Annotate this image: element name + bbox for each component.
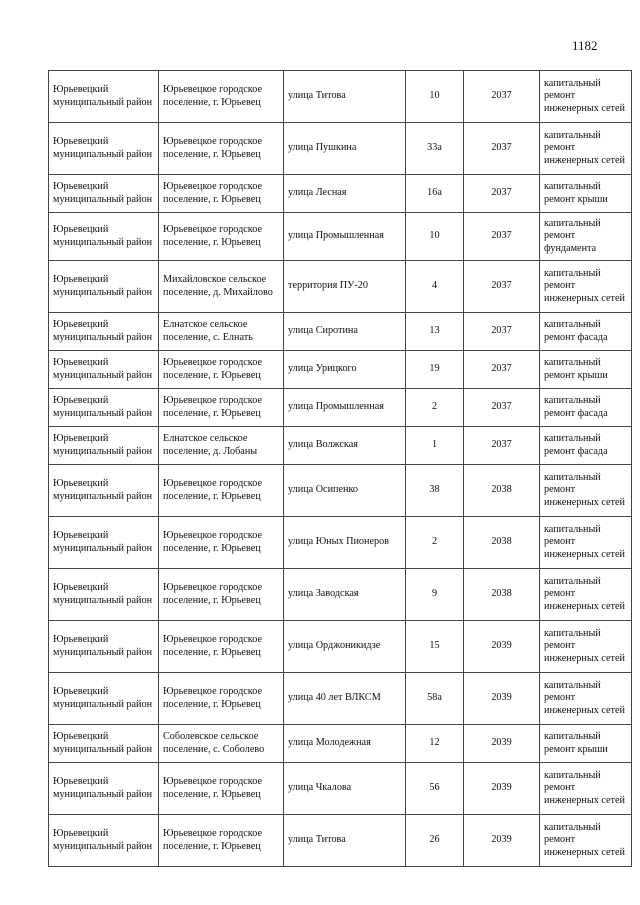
street-cell: улица Промышленная xyxy=(284,389,406,427)
work-type-cell: капитальный ремонт инженерных сетей xyxy=(540,465,632,517)
work-type-cell: капитальный ремонт инженерных сетей xyxy=(540,569,632,621)
building-number-cell: 19 xyxy=(406,351,464,389)
year-cell: 2038 xyxy=(464,465,540,517)
district-cell: Юрьевецкий муниципальный район xyxy=(49,123,159,175)
district-cell: Юрьевецкий муниципальный район xyxy=(49,175,159,213)
work-type-cell: капитальный ремонт инженерных сетей xyxy=(540,621,632,673)
year-cell: 2039 xyxy=(464,725,540,763)
settlement-cell: Юрьевецкое городское поселение, г. Юрьевец xyxy=(159,465,284,517)
table-row xyxy=(49,213,632,261)
street-cell: улица Титова xyxy=(284,71,406,123)
district-cell: Юрьевецкий муниципальный район xyxy=(49,465,159,517)
table-row xyxy=(49,313,632,351)
work-type-cell: капитальный ремонт инженерных сетей xyxy=(540,517,632,569)
year-cell: 2037 xyxy=(464,213,540,261)
year-cell: 2039 xyxy=(464,815,540,867)
district-cell: Юрьевецкий муниципальный район xyxy=(49,569,159,621)
street-cell: улица Сиротина xyxy=(284,313,406,351)
settlement-cell: Юрьевецкое городское поселение, г. Юрьевец xyxy=(159,213,284,261)
building-number-cell: 13 xyxy=(406,313,464,351)
settlement-cell: Юрьевецкое городское поселение, г. Юрьевец xyxy=(159,175,284,213)
work-type-cell: капитальный ремонт фасада xyxy=(540,427,632,465)
table-row xyxy=(49,389,632,427)
street-cell: территория ПУ-20 xyxy=(284,261,406,313)
building-number-cell: 4 xyxy=(406,261,464,313)
table-row xyxy=(49,725,632,763)
work-type-cell: капитальный ремонт инженерных сетей xyxy=(540,673,632,725)
table-row xyxy=(49,351,632,389)
district-cell: Юрьевецкий муниципальный район xyxy=(49,725,159,763)
district-cell: Юрьевецкий муниципальный район xyxy=(49,673,159,725)
street-cell: улица Промышленная xyxy=(284,213,406,261)
street-cell: улица Лесная xyxy=(284,175,406,213)
year-cell: 2038 xyxy=(464,569,540,621)
street-cell: улица Волжская xyxy=(284,427,406,465)
table-row xyxy=(49,517,632,569)
settlement-cell: Юрьевецкое городское поселение, г. Юрьевец xyxy=(159,517,284,569)
work-type-cell: капитальный ремонт инженерных сетей xyxy=(540,763,632,815)
work-type-cell: капитальный ремонт фундамента xyxy=(540,213,632,261)
work-type-cell: капитальный ремонт крыши xyxy=(540,351,632,389)
street-cell: улица Орджоникидзе xyxy=(284,621,406,673)
building-number-cell: 1 xyxy=(406,427,464,465)
building-number-cell: 58а xyxy=(406,673,464,725)
year-cell: 2037 xyxy=(464,313,540,351)
table-row xyxy=(49,123,632,175)
year-cell: 2037 xyxy=(464,123,540,175)
building-number-cell: 26 xyxy=(406,815,464,867)
district-cell: Юрьевецкий муниципальный район xyxy=(49,389,159,427)
settlement-cell: Юрьевецкое городское поселение, г. Юрьевец xyxy=(159,763,284,815)
district-cell: Юрьевецкий муниципальный район xyxy=(49,621,159,673)
building-number-cell: 9 xyxy=(406,569,464,621)
housing-repair-table xyxy=(48,70,632,867)
work-type-cell: капитальный ремонт инженерных сетей xyxy=(540,71,632,123)
building-number-cell: 16а xyxy=(406,175,464,213)
street-cell: улица Молодежная xyxy=(284,725,406,763)
table-row xyxy=(49,815,632,867)
settlement-cell: Соболевское сельское поселение, с. Соболево xyxy=(159,725,284,763)
district-cell: Юрьевецкий муниципальный район xyxy=(49,213,159,261)
settlement-cell: Юрьевецкое городское поселение, г. Юрьевец xyxy=(159,389,284,427)
district-cell: Юрьевецкий муниципальный район xyxy=(49,815,159,867)
table-row xyxy=(49,175,632,213)
table-row xyxy=(49,71,632,123)
table-row xyxy=(49,465,632,517)
settlement-cell: Михайловское сельское поселение, д. Михайлово xyxy=(159,261,284,313)
table-row xyxy=(49,569,632,621)
street-cell: улица Чкалова xyxy=(284,763,406,815)
district-cell: Юрьевецкий муниципальный район xyxy=(49,261,159,313)
district-cell: Юрьевецкий муниципальный район xyxy=(49,313,159,351)
page-number: 1182 xyxy=(572,38,598,53)
district-cell: Юрьевецкий муниципальный район xyxy=(49,763,159,815)
table-row xyxy=(49,621,632,673)
building-number-cell: 10 xyxy=(406,213,464,261)
building-number-cell: 10 xyxy=(406,71,464,123)
district-cell: Юрьевецкий муниципальный район xyxy=(49,517,159,569)
building-number-cell: 33а xyxy=(406,123,464,175)
year-cell: 2038 xyxy=(464,517,540,569)
street-cell: улица 40 лет ВЛКСМ xyxy=(284,673,406,725)
table-row xyxy=(49,763,632,815)
settlement-cell: Юрьевецкое городское поселение, г. Юрьевец xyxy=(159,621,284,673)
building-number-cell: 2 xyxy=(406,517,464,569)
work-type-cell: капитальный ремонт фасада xyxy=(540,313,632,351)
table-row xyxy=(49,673,632,725)
settlement-cell: Юрьевецкое городское поселение, г. Юрьевец xyxy=(159,71,284,123)
building-number-cell: 15 xyxy=(406,621,464,673)
year-cell: 2037 xyxy=(464,427,540,465)
year-cell: 2039 xyxy=(464,621,540,673)
building-number-cell: 56 xyxy=(406,763,464,815)
settlement-cell: Юрьевецкое городское поселение, г. Юрьевец xyxy=(159,123,284,175)
settlement-cell: Юрьевецкое городское поселение, г. Юрьевец xyxy=(159,815,284,867)
building-number-cell: 2 xyxy=(406,389,464,427)
work-type-cell: капитальный ремонт крыши xyxy=(540,175,632,213)
street-cell: улица Пушкина xyxy=(284,123,406,175)
street-cell: улица Заводская xyxy=(284,569,406,621)
building-number-cell: 12 xyxy=(406,725,464,763)
work-type-cell: капитальный ремонт фасада xyxy=(540,389,632,427)
settlement-cell: Елнатское сельское поселение, с. Елнать xyxy=(159,313,284,351)
street-cell: улица Титова xyxy=(284,815,406,867)
work-type-cell: капитальный ремонт инженерных сетей xyxy=(540,261,632,313)
district-cell: Юрьевецкий муниципальный район xyxy=(49,351,159,389)
year-cell: 2037 xyxy=(464,389,540,427)
work-type-cell: капитальный ремонт инженерных сетей xyxy=(540,815,632,867)
work-type-cell: капитальный ремонт крыши xyxy=(540,725,632,763)
table-body xyxy=(49,71,632,867)
year-cell: 2039 xyxy=(464,673,540,725)
settlement-cell: Юрьевецкое городское поселение, г. Юрьевец xyxy=(159,673,284,725)
year-cell: 2039 xyxy=(464,763,540,815)
settlement-cell: Юрьевецкое городское поселение, г. Юрьевец xyxy=(159,569,284,621)
table-row xyxy=(49,261,632,313)
year-cell: 2037 xyxy=(464,351,540,389)
street-cell: улица Урицкого xyxy=(284,351,406,389)
district-cell: Юрьевецкий муниципальный район xyxy=(49,71,159,123)
building-number-cell: 38 xyxy=(406,465,464,517)
street-cell: улица Осипенко xyxy=(284,465,406,517)
year-cell: 2037 xyxy=(464,175,540,213)
year-cell: 2037 xyxy=(464,261,540,313)
table-row xyxy=(49,427,632,465)
street-cell: улица Юных Пионеров xyxy=(284,517,406,569)
year-cell: 2037 xyxy=(464,71,540,123)
work-type-cell: капитальный ремонт инженерных сетей xyxy=(540,123,632,175)
settlement-cell: Елнатское сельское поселение, д. Лобаны xyxy=(159,427,284,465)
settlement-cell: Юрьевецкое городское поселение, г. Юрьевец xyxy=(159,351,284,389)
district-cell: Юрьевецкий муниципальный район xyxy=(49,427,159,465)
